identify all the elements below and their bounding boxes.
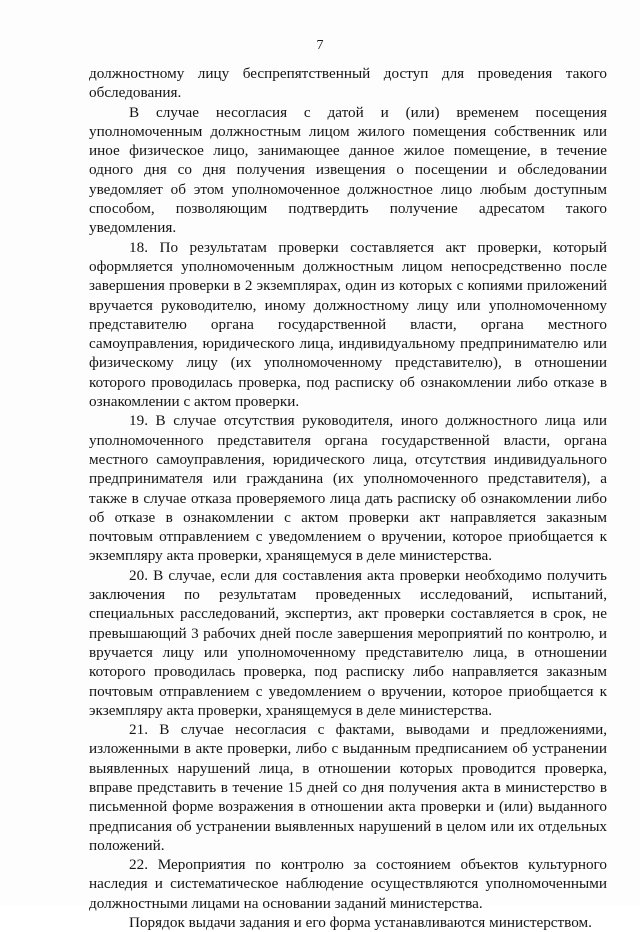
document-body bbox=[89, 64, 607, 932]
paragraph-18: 18. По результатам проверки составляется акт проверки, который оформляется уполномоченным должностным лицом непосредственно после завершения проверки в 2 экземплярах, один из которых с копиями приложений вручается руководителю, иному должностному лицу или уполномоченному представителю органа государственной власти, органа местного самоуправления, юридического лица, индивидуальному предпринимателю или физическому лицу (их уполномоченному представителю), в отношении которого проводилась проверка, под расписку об ознакомлении либо отказе в ознакомлении с актом проверки. bbox=[89, 238, 607, 411]
paragraph-22: 22. Мероприятия по контролю за состоянием объектов культурного наследия и систематическое наблюдение осуществляются уполномоченными должностными лицами на основании заданий министерства. bbox=[89, 856, 607, 912]
paragraph-continuation: должностному лицу беспрепятственный доступ для проведения такого обследования. bbox=[89, 65, 607, 102]
page-number: 7 bbox=[316, 38, 324, 53]
paragraph-19: 19. В случае отсутствия руководителя, иного должностного лица или уполномоченного представителя органа государственной власти, органа местного самоуправления, юридического лица, отсутствия индивидуального предпринимателя или гражданина (их уполномоченного представителя), а также в случае отказа проверяемого лица дать расписку об ознакомлении либо об отказе в ознакомлении с актом проверки акт направляется заказным почтовым отправлением с уведомлением о вручении, которое приобщается к экземпляру акта проверки, хранящемуся в деле министерства. bbox=[89, 412, 607, 565]
paragraph-disagreement-visit: В случае несогласия с датой и (или) временем посещения уполномоченным должностным лицом жилого помещения собственник или иное физическое лицо, занимающее данное жилое помещение, в течение одного дня со дня получения извещения о посещении и обследовании уведомляет об этом уполномоченное должностное лицо любым доступным способом, позволяющим подтвердить получение адресатом такого уведомления. bbox=[89, 103, 607, 237]
paragraph-20: 20. В случае, если для составления акта проверки необходимо получить заключения по результатам проведенных исследований, испытаний, специальных расследований, экспертиз, акт проверки составляется в срок, не превышающий 3 рабочих дней после завершения мероприятий по контролю, и вручается лицу или уполномоченному представителю лица, в отношении которого проводилась проверка, под расписку либо направляется заказным почтовым отправлением с уведомлением о вручении, которое приобщается к экземпляру акта проверки, хранящемуся в деле министерства. bbox=[89, 566, 607, 719]
paragraph-21: 21. В случае несогласия с фактами, выводами и предложениями, изложенными в акте проверки, либо с выданным предписанием об устранении выявленных нарушений лица, в отношении которых проводится проверка, вправе представить в течение 15 дней со дня получения акта в министерство в письменной форме возражения в отношении акта проверки и (или) выданного предписания об устранении выявленных нарушений в целом или их отдельных положений. bbox=[89, 721, 607, 854]
paragraph-assignment-order: Порядок выдачи задания и его форма устанавливаются министерством. bbox=[129, 914, 592, 932]
